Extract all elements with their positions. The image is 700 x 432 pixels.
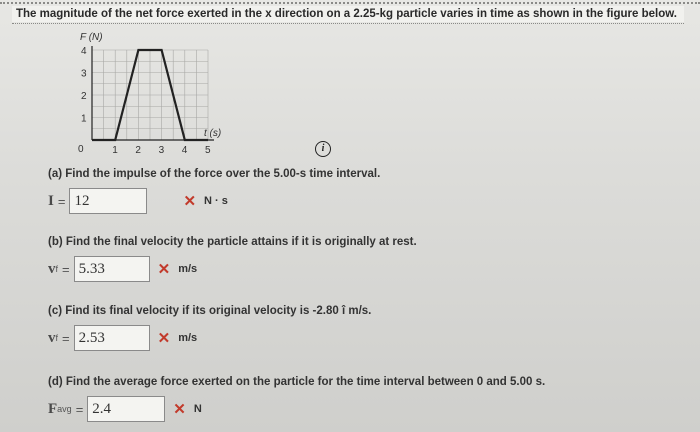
- velocity-subscript: f: [55, 264, 59, 274]
- force-subscript: avg: [57, 404, 72, 414]
- x-tick-label: 5: [205, 145, 211, 156]
- graph-svg: [70, 28, 250, 158]
- unit-label: m/s: [178, 332, 198, 344]
- problem-statement: The magnitude of the net force exerted in the x direction on a 2.25-kg particle varies in time as shown in the figure below.: [12, 6, 684, 22]
- y-tick-label: 4: [81, 46, 87, 57]
- equals-sign: =: [57, 193, 66, 209]
- answer-row-b: [48, 254, 197, 284]
- impulse-symbol: I: [48, 192, 54, 209]
- x-tick-label: 2: [135, 145, 141, 156]
- incorrect-icon: ✕: [183, 193, 197, 210]
- question-c: (c) Find its final velocity if its original velocity is -2.80 î m/s.: [48, 305, 372, 317]
- x-tick-label: 4: [181, 145, 188, 156]
- force-symbol: F: [48, 400, 58, 417]
- x-tick-label: 1: [112, 145, 118, 156]
- incorrect-icon: ✕: [157, 330, 171, 347]
- impulse-answer-field[interactable]: 12: [69, 188, 147, 214]
- header-divider: [12, 23, 684, 24]
- incorrect-icon: ✕: [173, 401, 186, 418]
- y-axis-label: F (N): [80, 32, 103, 43]
- final-velocity-answer-field[interactable]: 5.33: [74, 256, 150, 282]
- question-d: (d) Find the average force exerted on the particle for the time interval between 0 and 5.00 s.: [48, 376, 546, 388]
- equals-sign: =: [62, 330, 70, 346]
- velocity-symbol: v: [48, 329, 56, 346]
- equals-sign: =: [62, 261, 70, 277]
- answer-row-c: [48, 323, 197, 353]
- question-a: (a) Find the impulse of the force over the 5.00-s time interval.: [48, 168, 381, 180]
- velocity-subscript: f: [55, 333, 59, 343]
- x-axis-label: t (s): [204, 128, 222, 139]
- final-velocity-answer-field[interactable]: 2.53: [74, 325, 150, 351]
- top-divider: [0, 2, 700, 4]
- y-tick-label: 2: [81, 91, 87, 102]
- incorrect-icon: ✕: [157, 261, 171, 278]
- velocity-symbol: v: [48, 260, 56, 277]
- x-tick-label: 3: [158, 145, 165, 156]
- y-tick-label: 1: [81, 113, 87, 125]
- y-tick-label: 3: [81, 68, 87, 80]
- question-b: (b) Find the final velocity the particle attains if it is originally at rest.: [48, 236, 417, 248]
- answer-row-a: [48, 186, 228, 216]
- unit-label: N: [193, 403, 202, 415]
- average-force-answer-field[interactable]: 2.4: [87, 396, 165, 422]
- info-icon[interactable]: i: [315, 141, 331, 157]
- unit-label: m/s: [178, 263, 198, 275]
- answer-row-d: [48, 394, 202, 424]
- origin-label: 0: [78, 144, 84, 155]
- equals-sign: =: [75, 401, 84, 417]
- force-time-graph: [70, 28, 250, 158]
- unit-label: N · s: [204, 195, 228, 207]
